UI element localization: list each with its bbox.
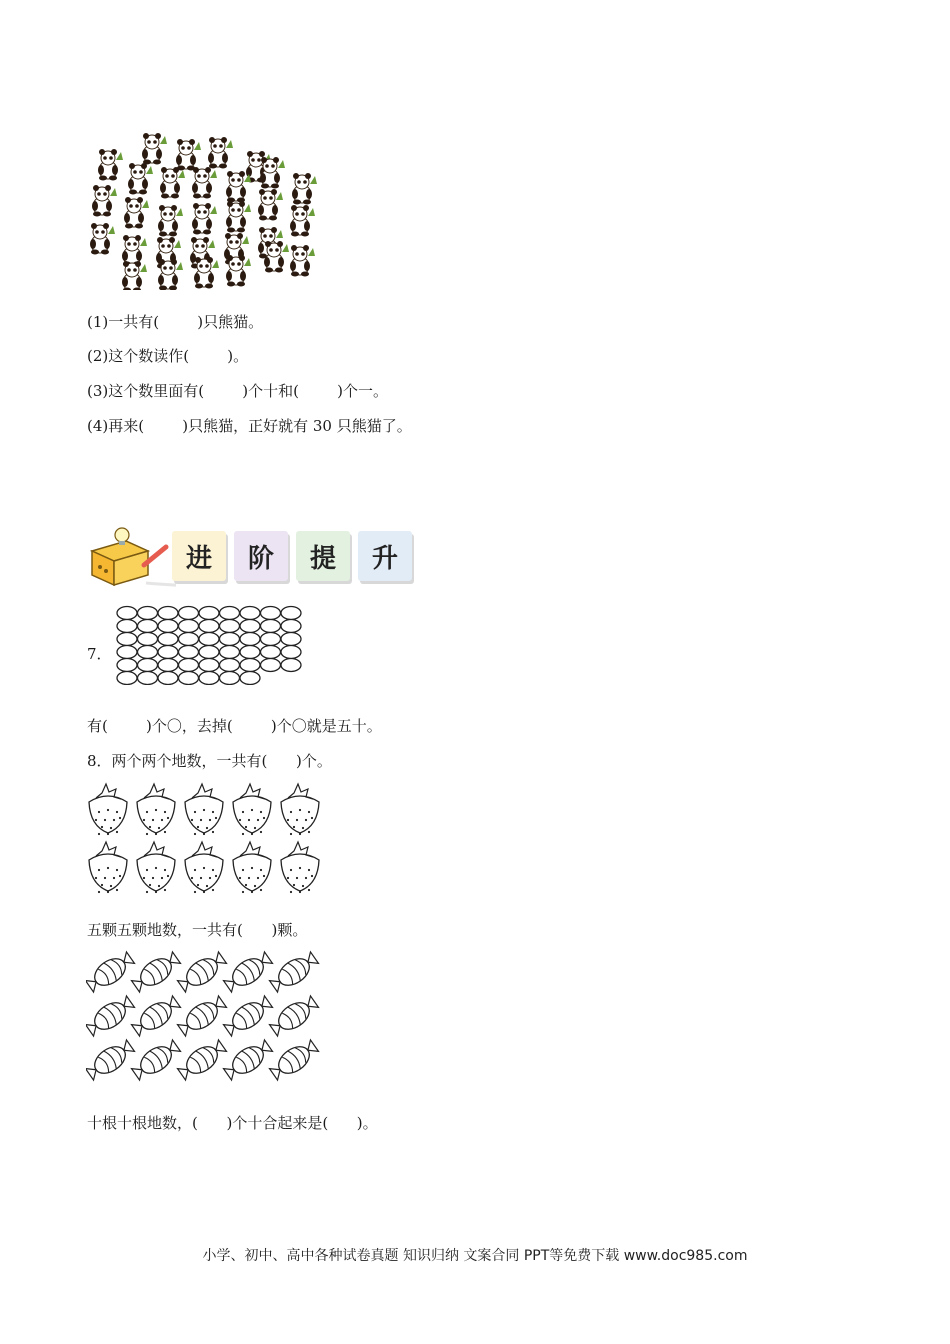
oval-shape [117,620,137,633]
panda-icon [208,137,233,169]
candy-icon [129,993,183,1040]
oval-shape [281,659,301,672]
oval-shape [261,659,281,672]
ovals-grid [116,605,302,685]
oval-shape [220,620,240,633]
oval-shape [281,633,301,646]
oval-shape [240,646,260,659]
section-banner [86,525,436,590]
oval-shape [220,672,240,685]
candy-icon [175,1037,229,1082]
oval-shape [117,633,137,646]
candy-icon [267,950,321,995]
candy-icon [86,1037,137,1082]
strawberry-icon [281,784,319,835]
question-8-candies: 五颗五颗地数，一共有( )颗。 [87,921,308,939]
banner-tile-4: 升 [358,531,412,581]
footer-text: 小学、初中、高中各种试卷真题 知识归纳 文案合同 PPT等免费下载 www.doc985.com [202,1248,748,1264]
pandas-illustration [86,128,326,290]
oval-shape [220,633,240,646]
oval-shape [179,633,199,646]
candy-icon [86,993,137,1040]
strawberry-icon [281,842,319,893]
panda-icon [226,255,251,287]
strawberry-icon [137,842,175,893]
oval-shape [158,659,178,672]
question-2-read-number: (2)这个数读作( )。 [87,347,249,365]
question-1-total-pandas: (1)一共有( )只熊猫。 [87,313,264,331]
candy-icon [221,993,275,1040]
oval-shape [281,646,301,659]
oval-shape [220,607,240,620]
question-7-text: 有( )个〇，去掉( )个〇就是五十。 [87,717,382,735]
candies-illustration [86,950,326,1082]
oval-shape [117,672,137,685]
question-8-strawberries: 8．两个两个地数，一共有( )个。 [87,752,332,770]
panda-icon [158,205,183,237]
candy-icon [129,950,183,995]
oval-shape [179,659,199,672]
oval-shape [199,620,219,633]
oval-shape [138,633,158,646]
oval-shape [199,659,219,672]
oval-shape [261,646,281,659]
oval-shape [240,620,260,633]
panda-icon [258,189,283,221]
strawberry-icon [233,842,271,893]
panda-icon [194,257,219,289]
panda-icon [264,241,289,273]
panda-icon [90,223,115,255]
panda-icon [160,167,185,199]
candy-icon [267,1037,321,1082]
oval-shape [240,607,260,620]
banner-tile-2: 阶 [234,531,288,581]
panda-icon [260,157,285,189]
oval-shape [199,607,219,620]
oval-shape [220,659,240,672]
panda-icon [124,197,149,229]
oval-shape [138,672,158,685]
candy-icon [221,1037,275,1082]
oval-shape [281,620,301,633]
oval-shape [199,672,219,685]
oval-shape [138,646,158,659]
oval-shape [199,633,219,646]
question-3-tens-ones: (3)这个数里面有( )个十和( )个一。 [87,382,388,400]
candy-icon [221,950,275,995]
oval-shape [158,633,178,646]
oval-shape [240,633,260,646]
panda-icon [128,163,153,195]
oval-shape [117,646,137,659]
panda-icon [176,139,201,171]
candy-icon [86,950,137,995]
oval-shape [179,607,199,620]
panda-icon [98,149,123,181]
candy-icon [175,993,229,1040]
oval-shape [281,607,301,620]
question-7-number: 7． [87,645,112,663]
strawberry-icon [89,842,127,893]
oval-shape [138,659,158,672]
strawberries-illustration [86,780,326,895]
oval-shape [199,646,219,659]
panda-icon [122,261,147,290]
panda-icon [158,259,183,290]
panda-icon [192,203,217,235]
oval-shape [261,607,281,620]
oval-shape [179,620,199,633]
banner-tile-1: 进 [172,531,226,581]
strawberry-icon [89,784,127,835]
question-4-add-pandas: (4)再来( )只熊猫，正好就有 30 只熊猫了。 [87,417,412,435]
panda-icon [290,245,315,277]
strawberry-icon [185,842,223,893]
oval-shape [240,672,260,685]
candy-icon [129,1037,183,1082]
oval-shape [117,607,137,620]
panda-icon [292,173,317,205]
panda-icon [142,133,167,165]
oval-shape [240,659,260,672]
oval-shape [220,646,240,659]
panda-icon [226,201,251,233]
oval-shape [179,672,199,685]
oval-shape [158,646,178,659]
oval-shape [138,607,158,620]
oval-shape [158,607,178,620]
strawberry-icon [233,784,271,835]
treasure-box-icon [86,525,176,587]
oval-shape [179,646,199,659]
strawberry-icon [185,784,223,835]
candy-icon [267,993,321,1040]
panda-icon [192,167,217,199]
strawberry-icon [137,784,175,835]
banner-tile-3: 提 [296,531,350,581]
question-8-tens: 十根十根地数，( )个十合起来是( )。 [87,1114,378,1132]
oval-shape [138,620,158,633]
oval-shape [261,633,281,646]
oval-shape [158,620,178,633]
panda-icon [290,205,315,237]
panda-icon [92,185,117,217]
oval-shape [158,672,178,685]
oval-shape [261,620,281,633]
oval-shape [117,659,137,672]
candy-icon [175,950,229,995]
